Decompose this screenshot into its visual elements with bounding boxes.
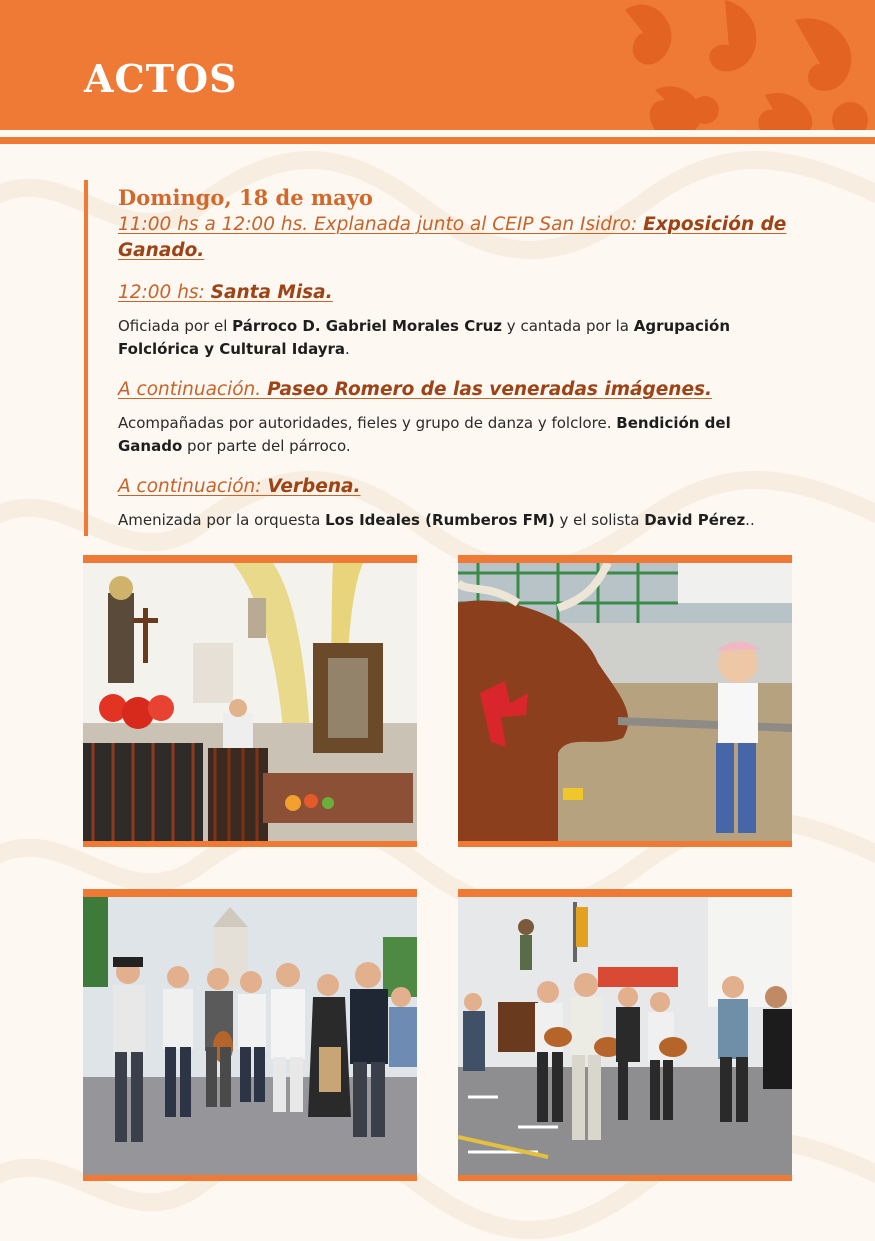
event-description: Amenizada por la orquesta Los Ideales (Rumberos FM) y el solista David Pérez.. [118, 511, 755, 529]
event-heading: A continuación. Paseo Romero de las veneradas imágenes. [118, 379, 713, 400]
event-heading: 12:00 hs: Santa Misa. [118, 282, 333, 303]
event-heading: A continuación: Verbena. [118, 476, 361, 497]
folk-musicians-group-photo [83, 889, 417, 1181]
ornament-icon [595, 0, 875, 130]
page-title: ACTOS [84, 56, 238, 101]
ox-and-girl-photo [458, 555, 792, 847]
event-list [84, 180, 794, 536]
event-description: Oficiada por el Párroco D. Gabriel Morales Cruz y cantada por la Agrupación Folclórica y Cultural Idayra. [118, 317, 731, 358]
event-heading: 11:00 hs a 12:00 hs. Explanada junto al CEIP San Isidro: Exposición de Ganado. [118, 214, 787, 261]
header-banner [0, 0, 875, 130]
church-altar-photo [83, 555, 417, 847]
header-stripe [0, 137, 875, 144]
procession-musicians-photo [458, 889, 792, 1181]
event-description: Acompañadas por autoridades, fieles y grupo de danza y folclore. Bendición del Ganado por parte del párroco. [118, 414, 731, 455]
day-heading: Domingo, 18 de mayo [118, 185, 373, 210]
